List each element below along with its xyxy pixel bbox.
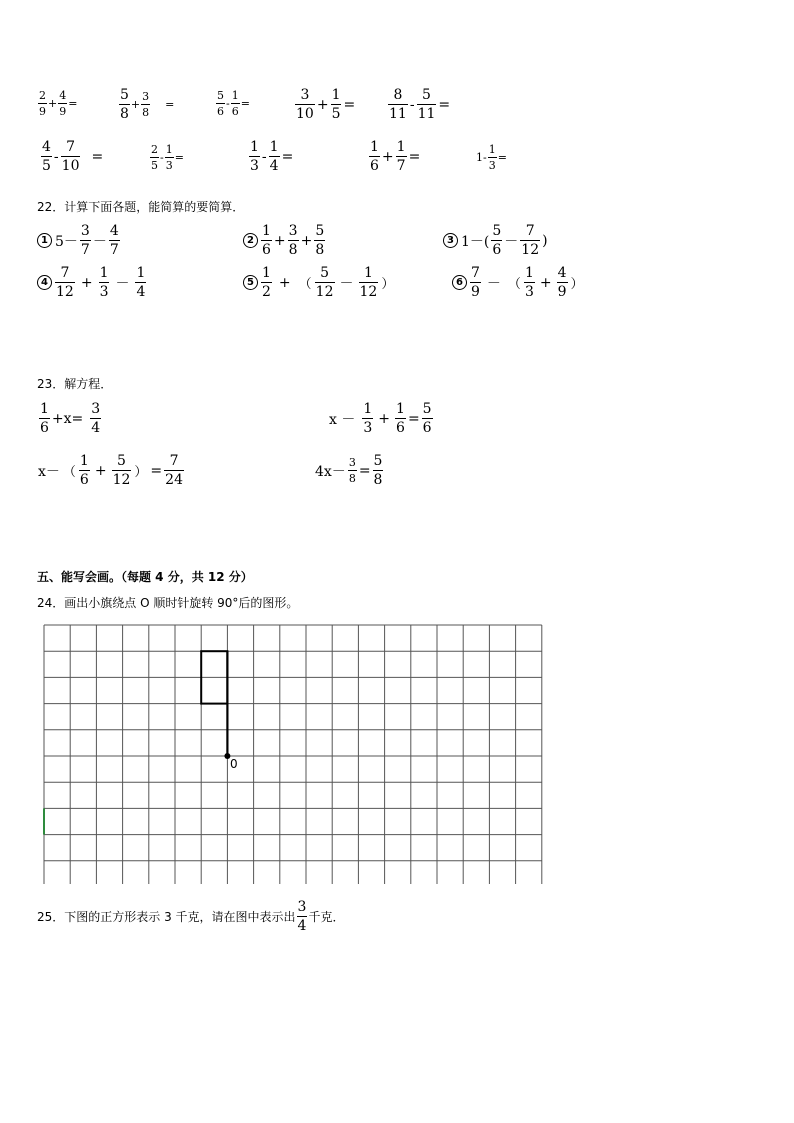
fraction: $\frac{7}{12}$ — [521, 223, 540, 258]
fraction: $\frac{3}{4}$ — [297, 899, 307, 934]
fraction: $\frac{5}{6}$ — [422, 401, 432, 436]
fraction: $\frac{1}{4}$ — [269, 139, 279, 174]
q25-unit: 千克． — [308, 910, 345, 924]
fraction: $\frac{7}{12}$ — [56, 265, 74, 300]
q23-equation-1: $\frac{1}{6}$ +x= $\frac{3}{4}$ — [40, 401, 101, 436]
fraction: $\frac{1}{6}$ — [231, 89, 239, 118]
circled-number: 3 — [443, 233, 458, 248]
fraction: $\frac{5}{6}$ — [492, 223, 502, 258]
q22-title: 22．计算下面各题，能简算的要简算． — [37, 200, 245, 214]
fraction: $\frac{5}{6}$ — [217, 89, 224, 118]
q24-title: 24．画出小旗绕点 O 顺时针旋转 90°后的图形。 — [37, 596, 299, 610]
exercise-r1-a: $\frac{2}{9}$ + $\frac{4}{9}$ = — [39, 89, 78, 118]
fraction: $\frac{3}{8}$ — [288, 223, 298, 258]
circled-number: 4 — [37, 275, 52, 290]
fraction: $\frac{2}{5}$ — [151, 143, 158, 172]
q22-problem-4: 4 $\frac{7}{12}$ + $\frac{1}{3}$ － $\frac{1}{4}$ — [37, 266, 147, 299]
q22-problem-2: 2 $\frac{1}{6}$ + $\frac{3}{8}$ + $\frac{5}{8}$ — [243, 224, 326, 257]
fraction: $\frac{1}{3}$ — [99, 265, 109, 300]
grid-svg — [43, 624, 545, 884]
fraction: $\frac{1}{6}$ — [370, 139, 379, 174]
circled-number: 2 — [243, 233, 258, 248]
exercise-r1-e: $\frac{8}{11}$ - $\frac{5}{11}$ = — [389, 87, 451, 122]
fraction: $\frac{1}{4}$ — [136, 265, 146, 300]
fraction: $\frac{8}{11}$ — [389, 87, 407, 122]
fraction: $\frac{5}{8}$ — [315, 223, 325, 258]
rotation-grid — [43, 624, 545, 888]
fraction: $\frac{1}{6}$ — [396, 401, 405, 436]
fraction: $\frac{3}{8}$ — [348, 456, 356, 485]
fraction: $\frac{1}{3}$ — [524, 265, 534, 300]
fraction: $\frac{2}{9}$ — [39, 89, 46, 118]
fraction: $\frac{5}{12}$ — [112, 453, 131, 488]
circled-number: 1 — [37, 233, 52, 248]
q23-equation-4: 4x－ $\frac{3}{8}$ = $\frac{5}{8}$ — [315, 453, 383, 488]
fraction: $\frac{5}{12}$ — [315, 265, 334, 300]
fraction: $\frac{1}{7}$ — [396, 139, 406, 174]
point-o-label: 0 — [230, 757, 238, 771]
fraction: $\frac{3}{7}$ — [80, 223, 90, 258]
fraction: $\frac{1}{3}$ — [363, 401, 373, 436]
fraction: $\frac{1}{6}$ — [40, 401, 49, 436]
fraction: $\frac{1}{2}$ — [262, 265, 271, 300]
q22-problem-6: 6 $\frac{7}{9}$ － （ $\frac{1}{3}$ + $\frac{4}{9}$ ） — [452, 266, 586, 299]
q22-problem-1: 1 5－ $\frac{3}{7}$ － $\frac{4}{7}$ — [37, 224, 121, 257]
exercise-r2-e: 1- $\frac{1}{3}$ = — [476, 143, 507, 172]
fraction: $\frac{4}{9}$ — [557, 265, 567, 300]
fraction: $\frac{5}{8}$ — [373, 453, 383, 488]
fraction: $\frac{4}{7}$ — [109, 223, 119, 258]
exercise-r1-d: $\frac{3}{10}$ + $\frac{1}{5}$ = — [296, 87, 356, 122]
fraction: $\frac{1}{12}$ — [359, 265, 378, 300]
exercise-r2-c: $\frac{1}{3}$ - $\frac{1}{4}$ = — [250, 139, 294, 174]
q23-title: 23．解方程． — [37, 377, 113, 391]
fraction: $\frac{4}{5}$ — [42, 139, 51, 174]
circled-number: 5 — [243, 275, 258, 290]
fraction: $\frac{3}{10}$ — [296, 87, 314, 122]
fraction: $\frac{1}{3}$ — [250, 139, 259, 174]
section-5-title: 五、能写会画。（每题 4 分，共 12 分） — [37, 570, 253, 584]
q23-equation-3: x－ （ $\frac{1}{6}$ + $\frac{5}{12}$ ） = $\frac{7}{24}$ — [38, 453, 183, 488]
exercise-r2-a: $\frac{4}{5}$ - $\frac{7}{10}$ = — [42, 139, 104, 174]
exercise-r1-b: $\frac{5}{8}$ + $\frac{3}{8}$ = — [120, 87, 175, 122]
exercise-r2-d: $\frac{1}{6}$ + $\frac{1}{7}$ = — [370, 139, 421, 174]
fraction: $\frac{1}{5}$ — [331, 87, 341, 122]
q22-problem-3: 3 1－( $\frac{5}{6}$ － $\frac{7}{12}$ ) — [443, 224, 549, 257]
fraction: $\frac{7}{10}$ — [61, 139, 80, 174]
fraction: $\frac{1}{6}$ — [262, 223, 271, 258]
fraction: $\frac{5}{11}$ — [417, 87, 436, 122]
fraction: $\frac{7}{24}$ — [165, 453, 183, 488]
fraction: $\frac{1}{6}$ — [79, 453, 89, 488]
fraction: $\frac{3}{4}$ — [91, 401, 101, 436]
fraction: $\frac{4}{9}$ — [59, 89, 67, 118]
fraction: $\frac{3}{8}$ — [142, 90, 150, 119]
fraction: $\frac{1}{3}$ — [165, 143, 173, 172]
q23-equation-2: x － $\frac{1}{3}$ + $\frac{1}{6}$ = $\frac{5}{6}$ — [329, 401, 432, 436]
q25-line — [37, 900, 344, 933]
q25-text: 25．下图的正方形表示 3 千克，请在图中表示出 — [37, 910, 296, 924]
exercise-r2-b: $\frac{2}{5}$ - $\frac{1}{3}$ = — [151, 143, 184, 172]
circled-number: 6 — [452, 275, 467, 290]
fraction: $\frac{5}{8}$ — [120, 87, 129, 122]
fraction: $\frac{7}{9}$ — [471, 265, 480, 300]
fraction: $\frac{1}{3}$ — [488, 143, 496, 172]
q22-problem-5: 5 $\frac{1}{2}$ + （ $\frac{5}{12}$ － $\frac{1}{12}$ ） — [243, 266, 396, 299]
exercise-r1-c: $\frac{5}{6}$ - $\frac{1}{6}$ = — [217, 89, 250, 118]
